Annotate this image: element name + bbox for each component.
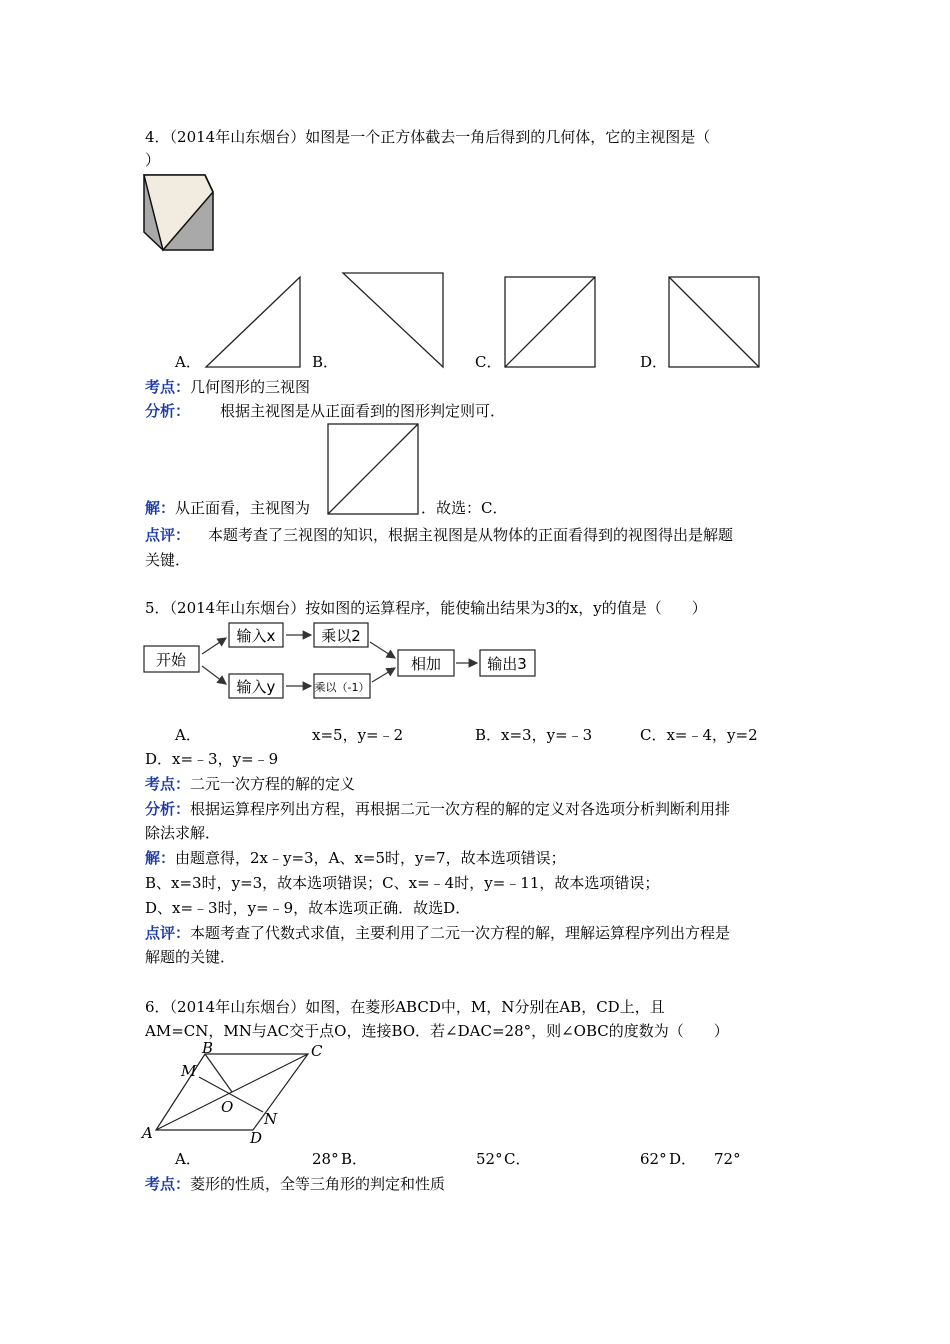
q5-kaodian-label: 考点： — [145, 775, 191, 793]
q5-dianping-text-2: 解题的关键． — [145, 948, 236, 966]
q6-option-b-label[interactable]: B． — [341, 1150, 368, 1168]
q5-flowchart — [142, 620, 542, 704]
q5-dianping-label: 点评： — [145, 924, 191, 942]
q5-option-a-label[interactable]: A． — [175, 726, 201, 744]
q6-kaodian-label: 考点： — [145, 1175, 191, 1193]
q4-jie-pre: 从正面看，主视图为 — [175, 499, 311, 517]
point-d: D — [250, 1129, 263, 1147]
flow-input-x: 输入x — [236, 627, 276, 645]
q4-kaodian — [145, 377, 310, 397]
flow-input-y: 输入y — [236, 678, 276, 696]
q4-option-d-label[interactable]: D． — [640, 353, 668, 371]
q5-jie — [145, 848, 566, 868]
q6-option-c[interactable]: 62° — [640, 1150, 667, 1168]
point-m: M — [181, 1062, 197, 1080]
q5-fenxi — [145, 799, 730, 819]
q5-dianping — [145, 923, 730, 943]
q4-stem: 4．（2014年山东烟台）如图是一个正方体截去一角后得到的几何体，它的主视图是（ — [145, 128, 711, 146]
q5-jie-text-1: 由题意得，2x﹣y=3，A、x=5时，y=7，故本选项错误； — [175, 849, 566, 867]
point-a: A — [142, 1124, 153, 1142]
q5-fenxi-label: 分析： — [145, 800, 191, 818]
q4-kaodian-label: 考点： — [145, 378, 191, 396]
q4-dianping-text-2: 关键． — [145, 551, 191, 569]
point-b: B — [202, 1039, 214, 1057]
q6-rhombus-figure — [142, 1039, 342, 1147]
q6-option-c-label[interactable]: C． — [504, 1150, 531, 1168]
q5-jie-label: 解： — [145, 849, 176, 867]
q4-option-b-figure — [342, 272, 444, 368]
q4-kaodian-text: 几何图形的三视图 — [190, 378, 311, 396]
flow-add: 相加 — [410, 655, 442, 673]
q4-option-d-figure — [668, 276, 760, 368]
point-n: N — [264, 1110, 278, 1128]
q5-option-b[interactable]: B．x=3，y=﹣3 — [475, 726, 593, 744]
q6-kaodian — [145, 1174, 445, 1194]
q6-option-a[interactable]: 28° — [312, 1150, 339, 1168]
q6-option-d-label[interactable]: D． — [669, 1150, 697, 1168]
flow-start: 开始 — [155, 651, 187, 669]
q6-stem-1: 6．（2014年山东烟台）如图，在菱形ABCD中，M，N分别在AB，CD上，且 — [145, 998, 665, 1016]
q4-option-c-label[interactable]: C． — [475, 353, 502, 371]
q5-stem: 5．（2014年山东烟台）按如图的运算程序，能使输出结果为3的x，y的值是（ ） — [145, 599, 707, 617]
q5-kaodian-text: 二元一次方程的解的定义 — [190, 775, 356, 793]
q4-option-c-figure — [504, 276, 596, 368]
q4-option-b-label[interactable]: B． — [312, 353, 339, 371]
q6-option-a-label[interactable]: A． — [175, 1150, 201, 1168]
q4-dianping — [145, 525, 733, 545]
q4-solid-figure — [143, 174, 215, 252]
q5-fenxi-text-1: 根据运算程序列出方程，再根据二元一次方程的解的定义对各选项分析判断利用排 — [190, 800, 731, 818]
flow-mul-2: 乘以2 — [321, 627, 361, 645]
q4-jie-post: ．故选：C． — [421, 499, 508, 517]
q6-option-d[interactable]: 72° — [714, 1150, 741, 1168]
point-c: C — [311, 1042, 323, 1060]
q4-fenxi-label: 分析： — [145, 402, 191, 420]
q4-answer-figure — [327, 423, 419, 515]
q4-option-a-figure — [205, 276, 301, 368]
q4-jie — [145, 498, 310, 518]
flow-output: 输出3 — [487, 655, 527, 673]
q5-option-c[interactable]: C．x=﹣4，y=2 — [640, 726, 758, 744]
q5-jie-text-2: B、x=3时，y=3，故本选项错误；C、x=﹣4时，y=﹣11，故本选项错误； — [145, 874, 660, 892]
flow-mul-neg1: 乘以（-1） — [314, 681, 370, 694]
q5-option-a[interactable]: x=5，y=﹣2 — [312, 726, 404, 744]
q5-kaodian — [145, 774, 355, 794]
q6-option-b[interactable]: 52° — [476, 1150, 503, 1168]
q5-jie-text-3: D、x=﹣3时，y=﹣9，故本选项正确．故选D． — [145, 899, 471, 917]
q4-dianping-text-1: 本题考查了三视图的知识，根据主视图是从物体的正面看得到的视图得出是解题 — [208, 526, 734, 544]
q6-stem-2: AM=CN，MN与AC交于点O，连接BO．若∠DAC=28°，则∠OBC的度数为（ ） — [145, 1022, 729, 1040]
q5-dianping-text-1: 本题考查了代数式求值，主要利用了二元一次方程的解，理解运算程序列出方程是 — [190, 924, 731, 942]
q4-jie-label: 解： — [145, 499, 176, 517]
q4-fenxi — [145, 401, 505, 421]
q6-kaodian-text: 菱形的性质，全等三角形的判定和性质 — [190, 1175, 446, 1193]
q4-option-a-label[interactable]: A． — [175, 353, 201, 371]
point-o: O — [221, 1098, 234, 1116]
q4-dianping-label: 点评： — [145, 526, 191, 544]
q5-fenxi-text-2: 除法求解． — [145, 824, 221, 842]
q4-fenxi-text: 根据主视图是从正面看到的图形判定则可． — [220, 402, 506, 420]
q4-stem-end: ） — [145, 151, 161, 169]
q5-option-d[interactable]: D．x=﹣3，y=﹣9 — [145, 750, 279, 768]
